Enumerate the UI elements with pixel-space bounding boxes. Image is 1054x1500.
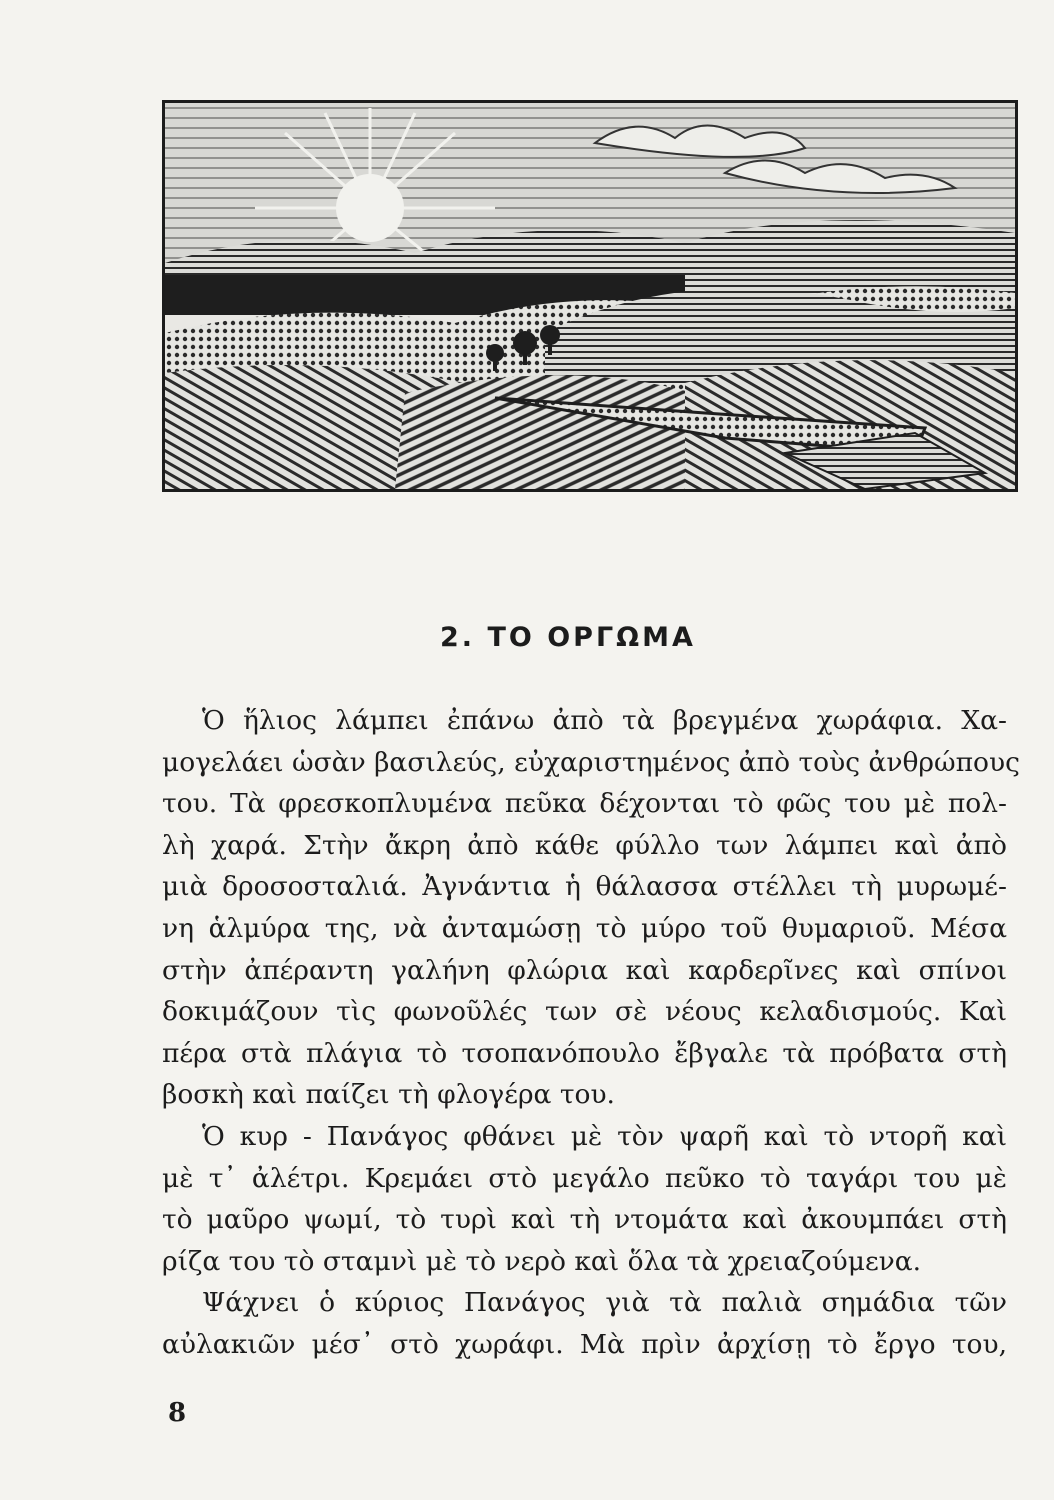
text-line: μογελάει ὡσὰν βασιλεύς, εὐχαριστημένος ἀπὸ τοὺς ἀνθρώπους <box>162 746 1020 778</box>
text-line: αὐλακιῶν μέσ᾿ στὸ χωράφι. Μὰ πρὶν ἀρχίσῃ τὸ ἔργο του, <box>162 1328 1007 1360</box>
chapter-title: 2. ΤΟ ΟΡΓΩΜΑ <box>440 622 696 653</box>
text-line: τὸ μαῦρο ψωμί, τὸ τυρὶ καὶ τὴ ντομάτα καὶ ἀκουμπάει στὴ <box>162 1204 1007 1236</box>
text-line: του. Τὰ φρεσκοπλυμένα πεῦκα δέχονται τὸ φῶς του μὲ πολ- <box>162 788 1007 820</box>
page-number: 8 <box>168 1398 187 1428</box>
text-line: βοσκὴ καὶ παίζει τὴ φλογέρα του. <box>162 1079 615 1111</box>
text-line: ρίζα του τὸ σταμνὶ μὲ τὸ νερὸ καὶ ὅλα τὰ χρειαζούμενα. <box>162 1245 922 1277</box>
paragraph-2 <box>162 1116 1007 1282</box>
text-line: Ὁ κυρ - Πανάγος φθάνει μὲ τὸν ψαρῆ καὶ τὸ ντορῆ καὶ <box>202 1120 1007 1152</box>
paragraph-3 <box>162 1282 1007 1365</box>
paragraph-1 <box>162 700 1020 1116</box>
text-line: μιὰ δροσοσταλιά. Ἀγνάντια ἡ θάλασσα στέλλει τὴ μυρωμέ- <box>162 871 1007 903</box>
text-line: δοκιμάζουν τὶς φωνοῦλές των σὲ νέους κελαδισμούς. Καὶ <box>162 996 1007 1028</box>
text-line: Ὁ ἥλιος λάμπει ἐπάνω ἀπὸ τὰ βρεγμένα χωράφια. Χα- <box>202 705 1007 736</box>
text-line: στὴν ἀπέραντη γαλήνη φλώρια καὶ καρδερῖνες καὶ σπίνοι <box>162 954 1007 986</box>
woodcut-landscape-illustration <box>162 100 1018 492</box>
text-line: λὴ χαρά. Στὴν ἄκρη ἀπὸ κάθε φύλλο των λάμπει καὶ ἀπὸ <box>162 829 1007 861</box>
text-line: νη ἁλμύρα της, νὰ ἀνταμώσῃ τὸ μύρο τοῦ θυμαριοῦ. Μέσα <box>162 912 1007 944</box>
body-text <box>162 700 1020 1366</box>
text-line: Ψάχνει ὁ κύριος Πανάγος γιὰ τὰ παλιὰ σημάδια τῶν <box>202 1287 1007 1319</box>
text-line: πέρα στὰ πλάγια τὸ τσοπανόπουλο ἔβγαλε τὰ πρόβατα στὴ <box>162 1037 1007 1069</box>
text-line: μὲ τ᾿ ἀλέτρι. Κρεμάει στὸ μεγάλο πεῦκο τὸ ταγάρι του μὲ <box>162 1162 1007 1194</box>
